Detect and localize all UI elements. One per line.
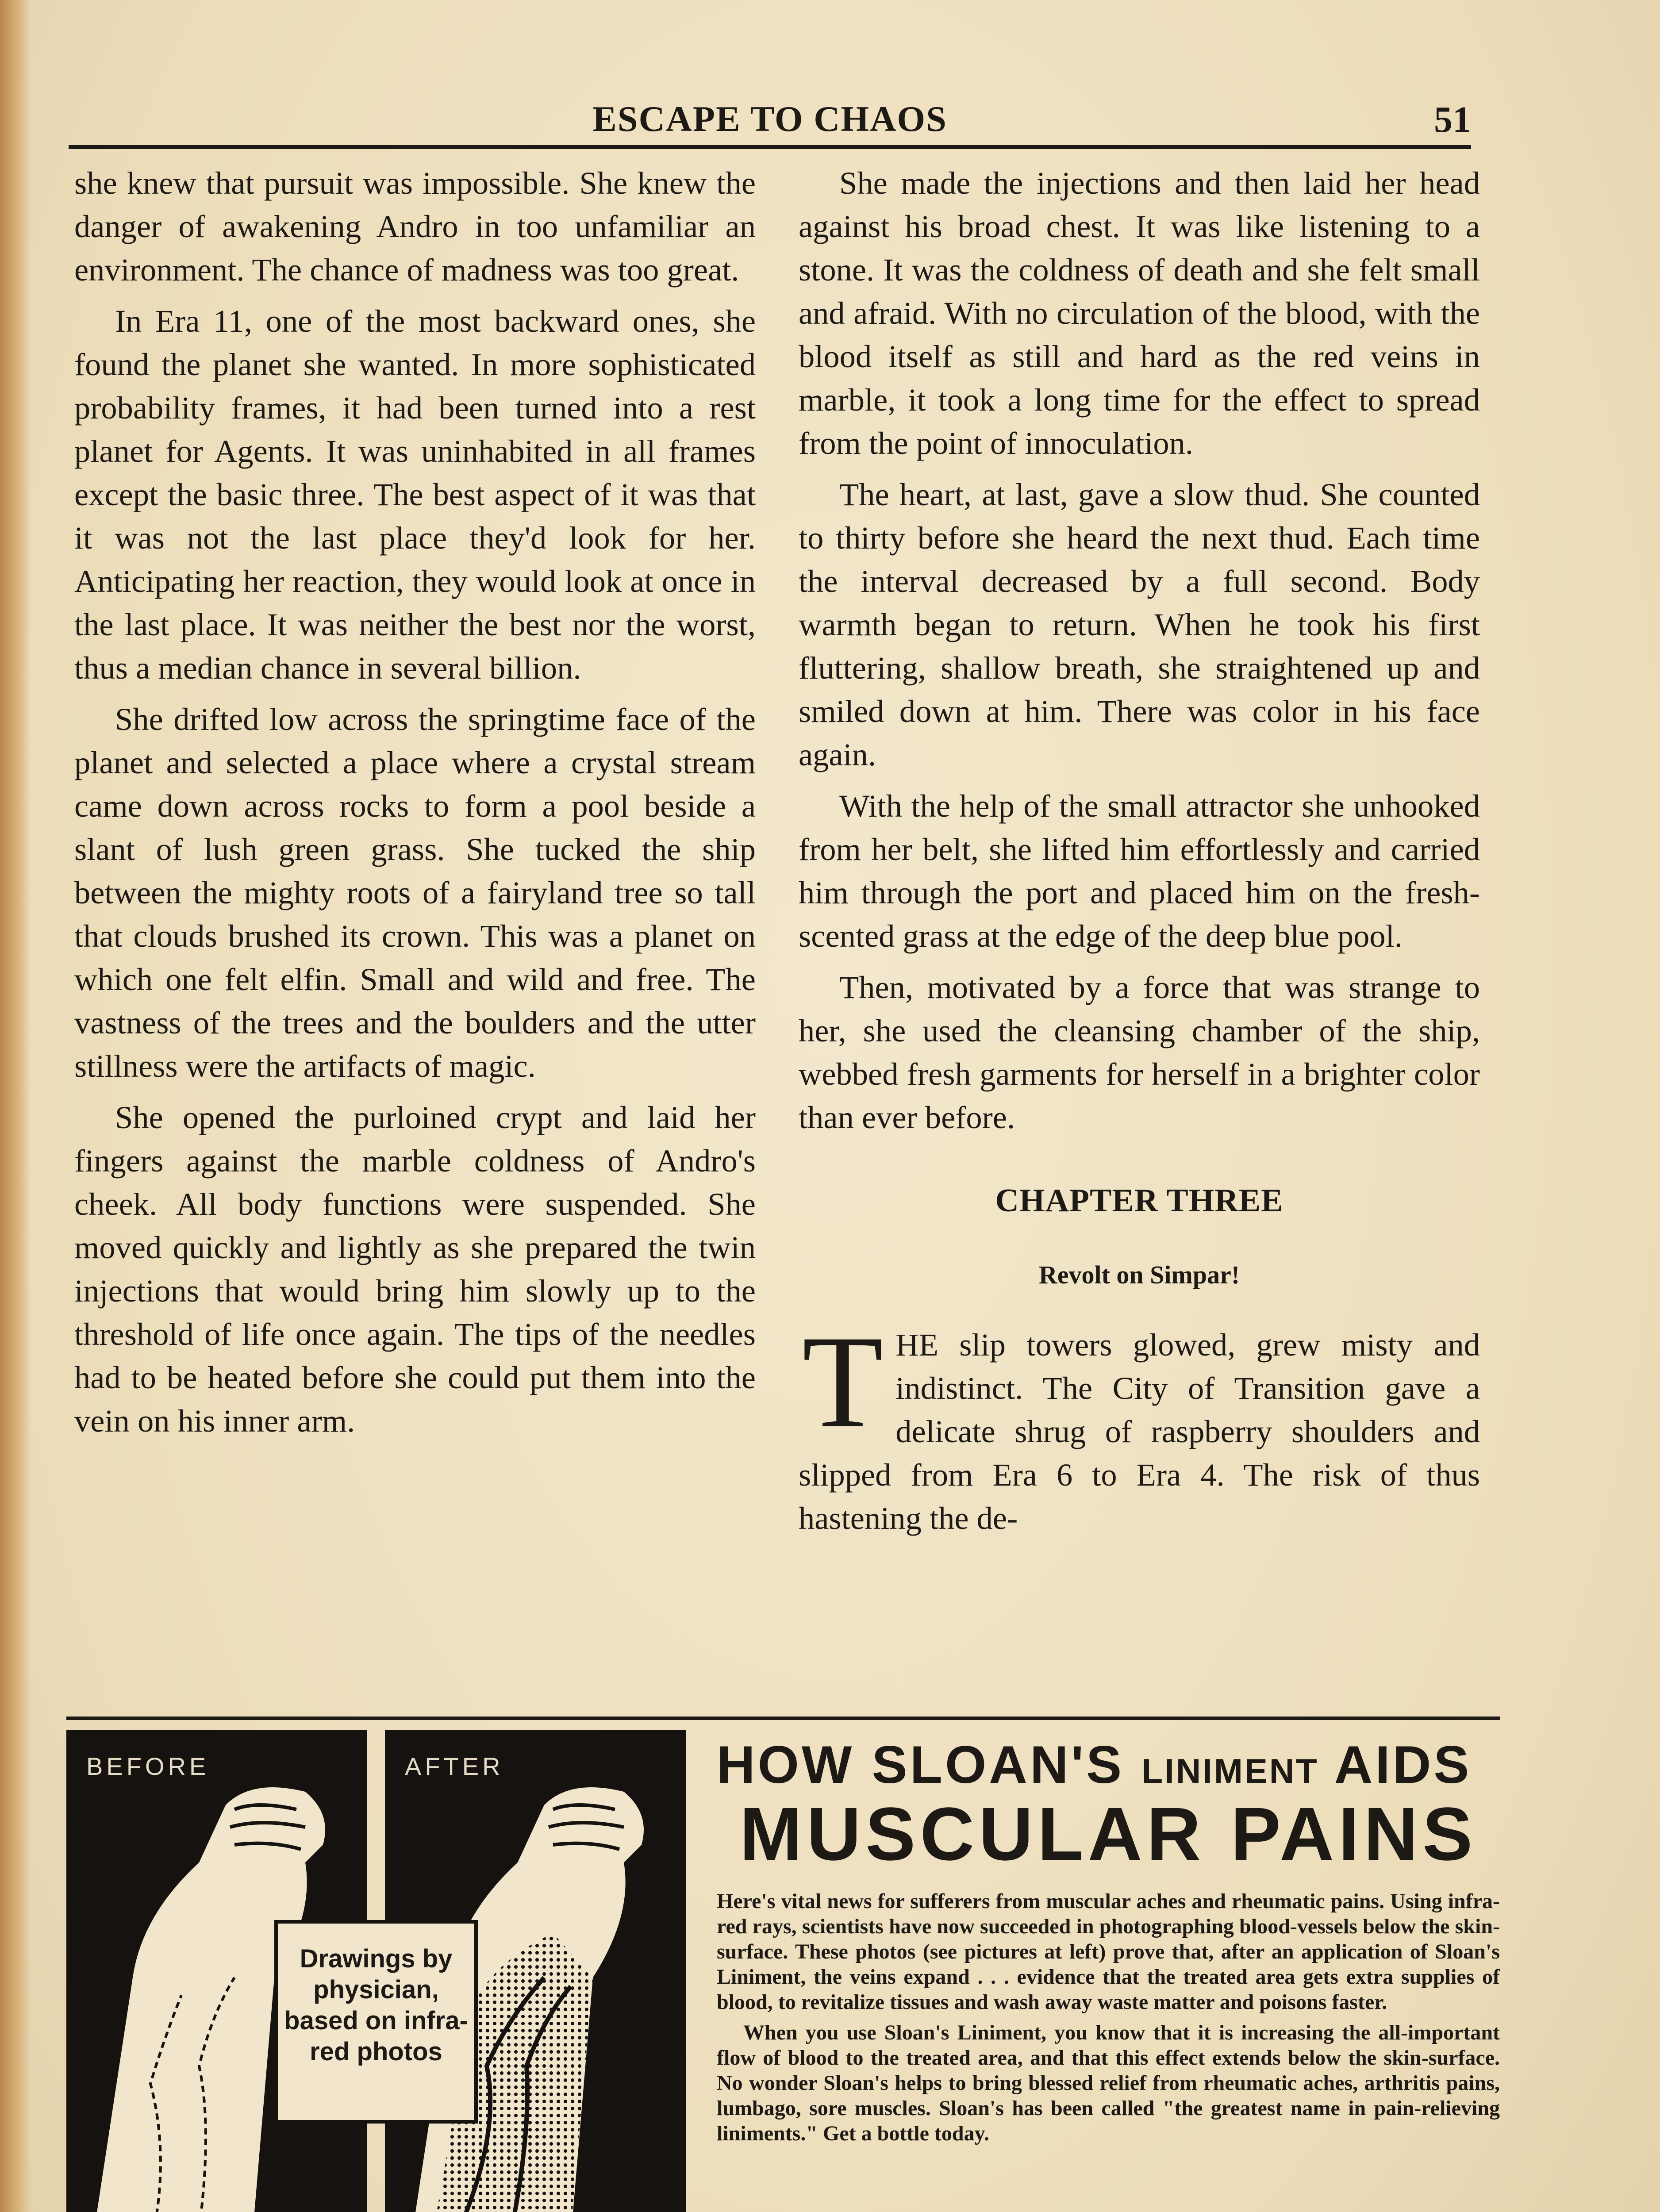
ad-body	[717, 1889, 1500, 2146]
page-number: 51	[1434, 99, 1471, 140]
ad-headline-line2: MUSCULAR PAINS	[739, 1792, 1477, 1876]
header-rule	[69, 145, 1471, 149]
ad-copy	[717, 1734, 1500, 2151]
running-header	[69, 88, 1471, 155]
headline-liniment: LINIMENT	[1141, 1751, 1319, 1790]
paragraph: The heart, at last, gave a slow thud. She counted to thirty before she heard the next thud. Each time the interval decreased by a full second. Body warmth began to return. When he took his first fluttering, shallow breath, she straightened up and smiled down at him. There was color in his face again.	[799, 476, 1480, 772]
paragraph: She opened the purloined crypt and laid her fingers against the marble coldness of Andro's cheek. All body functions were suspended. She moved quickly and lightly as she prepared the twin injections that would bring him slowly up to the threshold of life once again. The tips of the needles had to be heated before she could put them into the vein on his inner arm.	[74, 1099, 756, 1439]
ad-headline-line1	[717, 1734, 1500, 1795]
paragraph: Then, motivated by a force that was strange to her, she used the cleansing chamber of the ship, webbed fresh garments for herself in a brighter color than ever before.	[799, 969, 1480, 1135]
running-title: ESCAPE TO CHAOS	[592, 99, 947, 139]
chapter-subtitle: Revolt on Simpar!	[1038, 1260, 1240, 1289]
illustration-caption: Drawings by physician, based on infra-red photos	[274, 1920, 478, 2124]
paragraph: she knew that pursuit was impossible. She knew the danger of awakening Andro in too unfamiliar an environment. The chance of madness was too great.	[74, 165, 756, 288]
paragraph: In Era 11, one of the most backward ones, she found the planet she wanted. In more sophisticated probability frames, it had been turned into a rest planet for Agents. It was uninhabited in all frames except the basic three. The best aspect of it was that it was not the last place they'd look for her. Anticipating her reaction, they would look at once in the last place. It was neither the best nor the worst, thus a median chance in several billion.	[74, 303, 756, 686]
paragraph: With the help of the small attractor she unhooked from her belt, she lifted him effortlessly and carried him through the port and placed him on the fresh-scented grass at the edge of the deep blue pool.	[799, 788, 1480, 954]
headline-how-sloans: HOW SLOAN'S	[717, 1735, 1125, 1794]
chapter-opening-text: HE slip towers glowed, grew misty and indistinct. The City of Transition gave a delicate shrug of raspberry shoulders and slipped from Era 6 to Era 4. The risk of thus hastening the de-	[799, 1327, 1480, 1536]
headline-aids: AIDS	[1334, 1735, 1472, 1794]
page-spine-shadow	[0, 0, 31, 2212]
ad-paragraph: When you use Sloan's Liniment, you know that it is increasing the all-important flow of blood to the treated area, and that this effect extends below the skin-surface. No wonder Sloan's helps to bring blessed relief from rheumatic aches, arthritis pains, lumbago, sore muscles. Sloan's has been called "the greatest name in pain-relieving liniments." Get a bottle today.	[717, 2021, 1500, 2145]
ad-top-rule	[66, 1717, 1500, 1720]
chapter-opening	[799, 1308, 1480, 1540]
paragraph: She drifted low across the springtime face of the planet and selected a place where a crystal stream came down across rocks to form a pool beside a slant of lush green grass. She tucked the ship between the mighty roots of a fairyland tree so tall that clouds brushed its crown. This was a planet on which one felt elfin. Small and wild and free. The vastness of the trees and the boulders and the utter stillness were the artifacts of magic.	[74, 701, 756, 1084]
right-text-column	[799, 161, 1480, 1540]
sloans-liniment-advertisement	[66, 1717, 1500, 2212]
left-text-column	[74, 161, 756, 1451]
drop-cap: T	[802, 1308, 884, 1455]
paragraph: She made the injections and then laid her head against his broad chest. It was like listening to a stone. It was the coldness of death and she felt small and afraid. With no circulation of the blood, with the blood itself as still and hard as the red veins in marble, it took a long time for the effect to spread from the point of innoculation.	[799, 165, 1480, 461]
chapter-title: CHAPTER THREE	[995, 1183, 1283, 1219]
ad-paragraph: Here's vital news for sufferers from muscular aches and rheumatic pains. Using infra-red rays, scientists have now succeeded in photographing blood-vessels below the skin-surface. These photos (see pictures at left) prove that, after an application of Sloan's Liniment, the veins expand . . . evidence that the treated area gets extra supplies of blood, to revitalize tissues and wash away waste matter and poisons faster.	[717, 1889, 1500, 2014]
before-label: BEFORE	[86, 1752, 210, 1780]
after-label: AFTER	[405, 1752, 504, 1780]
